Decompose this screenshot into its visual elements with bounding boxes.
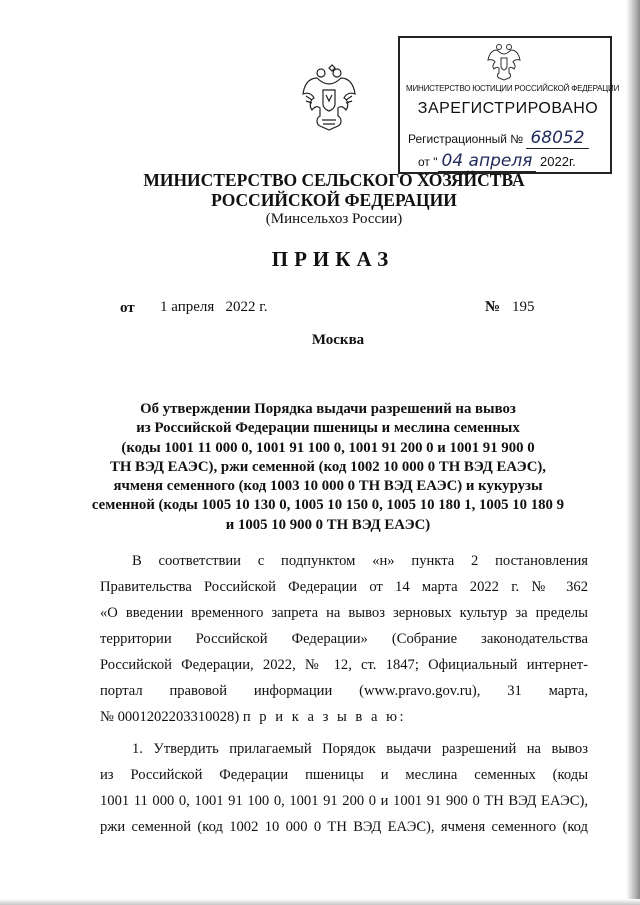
body-line: 1001 11 000 0, 1001 91 100 0, 1001 91 200 0 и 1001 91 900 0 ТН ВЭД ЕАЭС), — [100, 793, 588, 809]
body-line-last — [100, 704, 588, 730]
ministry-short-name: (Минсельхоз России) — [265, 211, 403, 227]
stamp-date-year: 2022г. — [536, 154, 576, 169]
stamp-date-handwritten: 04 апреля — [438, 151, 537, 172]
coat-of-arms-icon — [300, 64, 358, 134]
subject-line: ячменя семенного (код 1003 10 000 0 ТН ВЭД ЕАЭС) и кукурузы — [113, 478, 543, 495]
body-line: Российской Федерации, 2022, № 12, ст. 1847; Официальный интернет- — [100, 657, 588, 673]
body-line: территории Российской Федерации» (Собрание законодательства — [100, 631, 588, 647]
order-subject — [60, 400, 596, 535]
stamp-reg-number: 68052 — [526, 128, 588, 149]
order-date: 1 апреля 2022 г. — [160, 299, 268, 315]
subject-line: семенной (коды 1005 10 130 0, 1005 10 150 0, 1005 10 180 1, 1005 10 180 9 — [91, 497, 565, 514]
stamp-registration-date — [418, 151, 576, 171]
body-line: № 0001202203310028) — [100, 709, 240, 725]
stamp-date-prefix: от " — [418, 155, 438, 169]
order-title: ПРИКАЗ — [271, 247, 395, 271]
ministry-name-line2: РОССИЙСКОЙ ФЕДЕРАЦИИ — [211, 190, 457, 210]
stamp-ministry-name: МИНИСТЕРСТВО ЮСТИЦИИ РОССИЙСКОЙ ФЕДЕРАЦИИ — [406, 84, 620, 93]
body-line: 1. Утвердить прилагаемый Порядок выдачи разрешений на вывоз — [132, 741, 588, 757]
body-line: из Российской Федерации пшеницы и меслина семенных (коды — [100, 767, 588, 783]
subject-line: ТН ВЭД ЕАЭС), ржи семенной (код 1002 10 000 0 ТН ВЭД ЕАЭС), — [109, 458, 547, 475]
subject-line: из Российской Федерации пшеницы и меслина семенных — [136, 420, 520, 437]
body-line: портал правовой информации (www.pravo.gov.ru), 31 марта, — [100, 683, 588, 699]
decree-word: п р и к а з ы в а ю: — [242, 709, 407, 725]
stamp-registered-label: ЗАРЕГИСТРИРОВАНО — [417, 100, 599, 117]
registration-stamp — [398, 36, 620, 174]
preamble-paragraph — [100, 548, 588, 730]
item-1-paragraph — [100, 736, 588, 840]
order-number: 195 — [512, 299, 535, 315]
stamp-reg-label: Регистрационный № — [408, 132, 524, 146]
page-bottom-shadow — [0, 899, 640, 905]
body-line: Правительства Российской Федерации от 14 марта 2022 г. № 362 — [100, 579, 588, 595]
body-line: «О введении временного запрета на вывоз зерновых культур за пределы — [100, 605, 588, 621]
stamp-coat-of-arms-icon — [486, 42, 522, 82]
ministry-name-line1: МИНИСТЕРСТВО СЕЛЬСКОГО ХОЗЯЙСТВА — [143, 170, 525, 190]
stamp-registration-number — [408, 128, 589, 148]
page-edge-shadow — [626, 0, 640, 905]
order-number-label: № — [485, 299, 501, 315]
body-line: ржи семенной (код 1002 10 000 0 ТН ВЭД ЕАЭС), ячменя семенного (код — [100, 819, 588, 835]
body-line: В соответствии с подпунктом «н» пункта 2 постановления — [132, 553, 588, 569]
subject-line: и 1005 10 900 0 ТН ВЭД ЕАЭС) — [225, 516, 431, 533]
order-date-label: от — [120, 300, 135, 316]
subject-line: Об утверждении Порядка выдачи разрешений на вывоз — [140, 401, 516, 417]
subject-line: (коды 1001 11 000 0, 1001 91 100 0, 1001 91 200 0 и 1001 91 900 0 — [121, 439, 535, 456]
order-city: Москва — [311, 332, 365, 348]
